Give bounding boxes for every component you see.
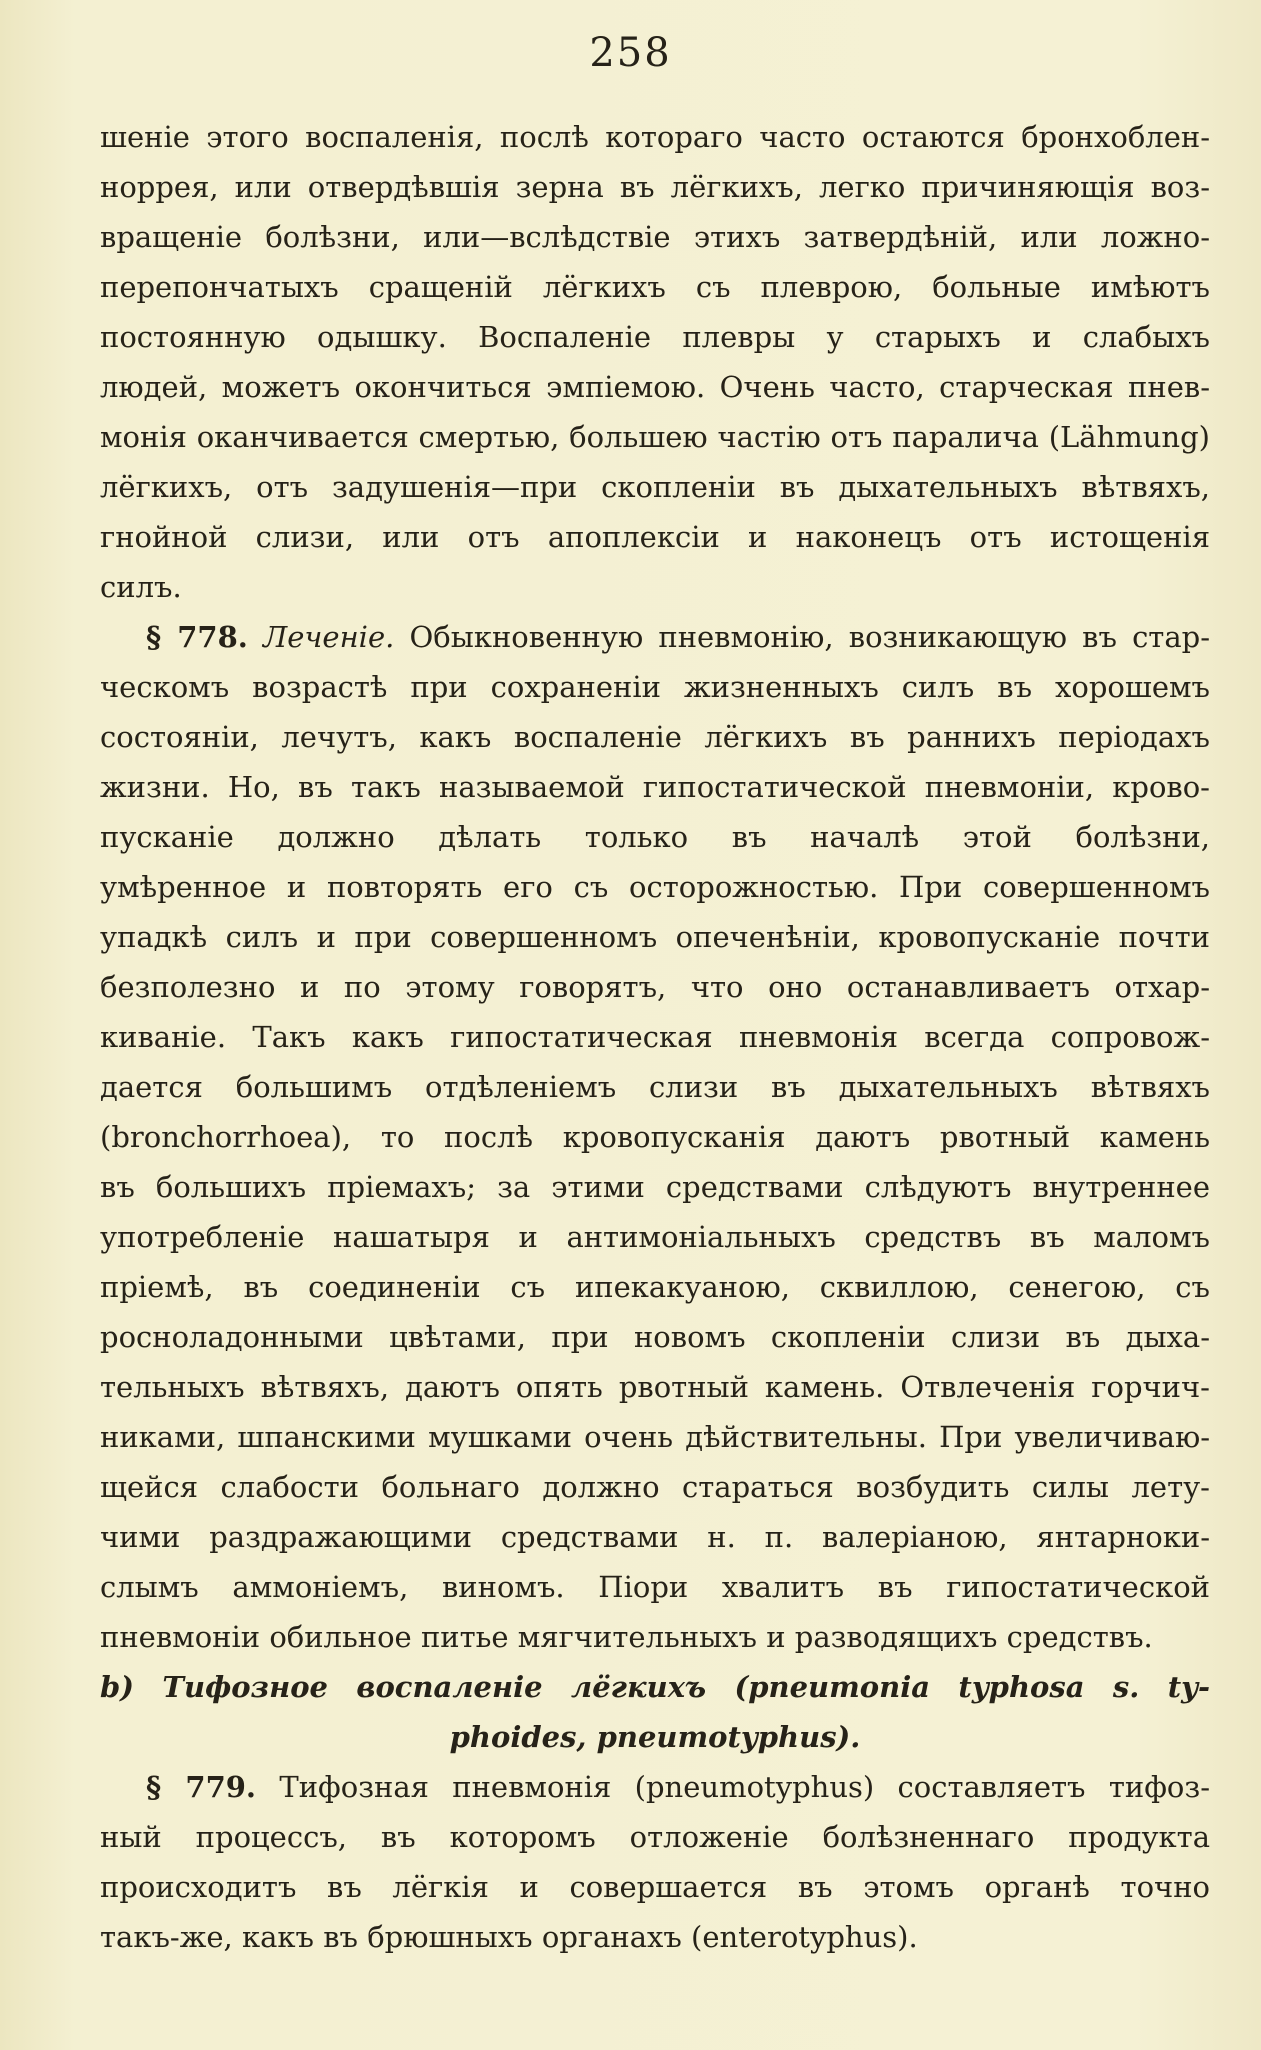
subsection-heading-b: b) Тифозное воспаленіе лёгкихъ (pneumonia typhosa s. ty- — [100, 1670, 1210, 1704]
text-line: пневмоніи обильное питье мягчительныхъ и разводящихъ средствъ. — [100, 1620, 1153, 1654]
text-line: Обыкновенную пневмонію, возникающую въ стар- — [409, 620, 1210, 654]
text-line: тельныхъ вѣтвяхъ, даютъ опять рвотный камень. Отвлеченія горчич- — [100, 1370, 1210, 1404]
text-line: употребленіе нашатыря и антимоніальныхъ средствъ въ маломъ — [100, 1220, 1210, 1254]
text-line: гнойной слизи, или отъ апоплексіи и наконецъ отъ истощенія — [100, 520, 1210, 554]
text-line: въ большихъ пріемахъ; за этими средствами слѣдуютъ внутреннее — [100, 1170, 1210, 1204]
section-778-title: Леченіе. — [263, 620, 395, 654]
text-line: жизни. Но, въ такъ называемой гипостатической пневмоніи, крово- — [100, 770, 1210, 804]
text-line: умѣренное и повторять его съ осторожностью. При совершенномъ — [100, 870, 1210, 904]
text-line: слымъ аммоніемъ, виномъ. Піори хвалитъ въ гипостатической — [100, 1570, 1210, 1604]
section-778-number: § 778. — [146, 620, 248, 654]
text-line: норрея, или отвердѣвшія зерна въ лёгкихъ, легко причиняющія воз- — [100, 170, 1210, 204]
text-line: росноладонными цвѣтами, при новомъ скопленіи слизи въ дыха- — [100, 1320, 1210, 1354]
text-line: чими раздражающими средствами н. п. валеріаною, янтарноки- — [100, 1520, 1210, 1554]
text-line: щейся слабости больнаго должно стараться возбудить силы лету- — [100, 1470, 1210, 1504]
text-line: киваніе. Такъ какъ гипостатическая пневмонія всегда сопровож- — [100, 1020, 1210, 1054]
text-line: вращеніе болѣзни, или—вслѣдствіе этихъ затвердѣній, или ложно- — [100, 220, 1210, 254]
text-line: состояніи, лечутъ, какъ воспаленіе лёгкихъ въ раннихъ періодахъ — [100, 720, 1210, 754]
text-line: Тифозная пневмонія (pneumotyphus) составляетъ тифоз- — [279, 1770, 1210, 1804]
text-line: дается большимъ отдѣленіемъ слизи въ дыхательныхъ вѣтвяхъ — [100, 1070, 1210, 1104]
page-body-text — [100, 112, 1210, 1962]
text-line: лёгкихъ, отъ задушенія—при скопленіи въ дыхательныхъ вѣтвяхъ, — [100, 470, 1210, 504]
text-line: силъ. — [100, 570, 182, 604]
section-779-first-line — [100, 1762, 1210, 1812]
text-line: происходитъ въ лёгкія и совершается въ этомъ органѣ точно — [100, 1870, 1210, 1904]
text-line: пусканіе должно дѣлать только въ началѣ этой болѣзни, — [100, 820, 1210, 854]
section-778-first-line — [100, 612, 1210, 662]
text-line: (bronchorrhoea), то послѣ кровопусканія даютъ рвотный камень — [100, 1120, 1210, 1154]
text-line: монія оканчивается смертью, большею частію отъ паралича (Lähmung) — [100, 420, 1210, 454]
text-line: пріемѣ, въ соединеніи съ ипекакуаною, сквиллою, сенегою, съ — [100, 1270, 1210, 1304]
subsection-heading-b-continued: phoides, pneumotyphus). — [449, 1720, 861, 1754]
text-line: постоянную одышку. Воспаленіе плевры у старыхъ и слабыхъ — [100, 320, 1210, 354]
text-line: такъ-же, какъ въ брюшныхъ органахъ (enterotyphus). — [100, 1920, 918, 1954]
text-line: никами, шпанскими мушками очень дѣйствительны. При увеличиваю- — [100, 1420, 1210, 1454]
text-line: людей, можетъ окончиться эмпіемою. Очень часто, старческая пнев- — [100, 370, 1210, 404]
section-779-number: § 779. — [146, 1770, 257, 1804]
text-line: безполезно и по этому говорятъ, что оно останавливаетъ отхар- — [100, 970, 1210, 1004]
text-line: перепончатыхъ сращеній лёгкихъ съ плеврою, больные имѣютъ — [100, 270, 1210, 304]
text-line: шеніе этого воспаленія, послѣ котораго часто остаются бронхоблен- — [100, 120, 1210, 154]
text-line: упадкѣ силъ и при совершенномъ опеченѣніи, кровопусканіе почти — [100, 920, 1210, 954]
text-line: ческомъ возрастѣ при сохраненіи жизненныхъ силъ въ хорошемъ — [100, 670, 1210, 704]
page-number: 258 — [589, 30, 672, 76]
text-line: ный процессъ, въ которомъ отложеніе болѣзненнаго продукта — [100, 1820, 1210, 1854]
